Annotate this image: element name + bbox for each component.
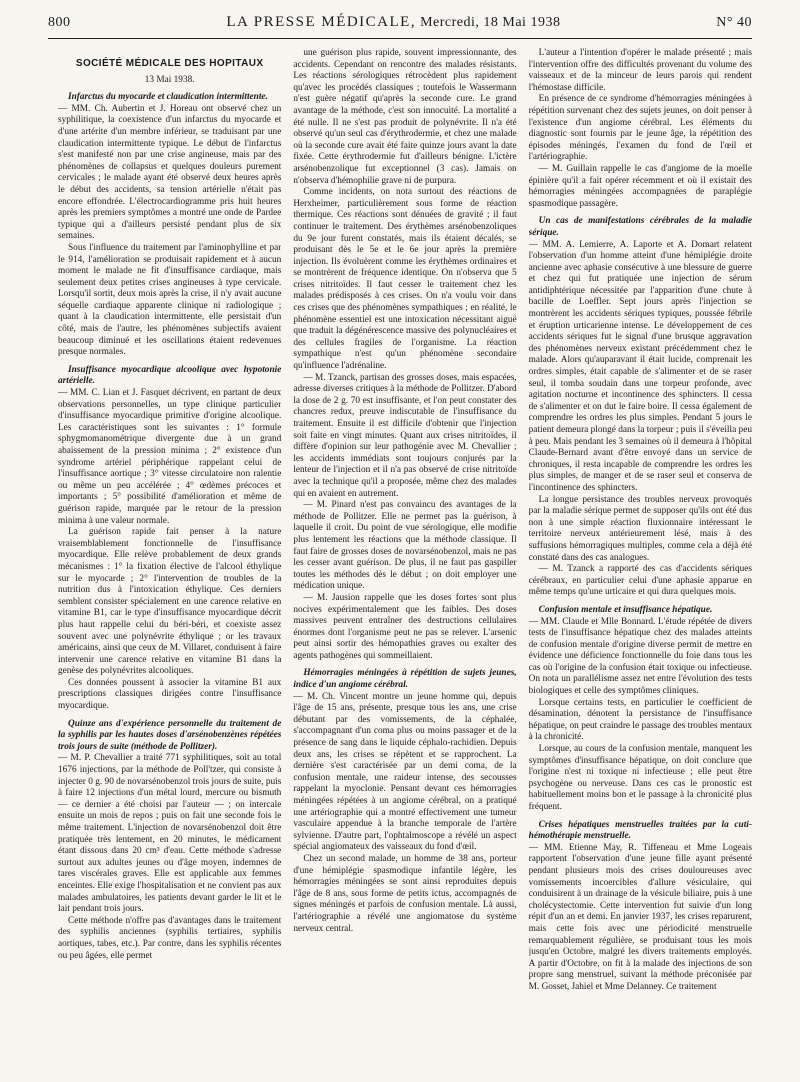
paragraph: — M. Pinard n'est pas convaincu des avantages de la méthode de Pollitzer. Elle ne permet pas la guérison, à laquelle il croit. Du point de vue sérologique, elle modifie plus lentement les réactions que la méthode classique. Il faut faire de grosses doses de novarsénobenzol, mais ne pas les cesser avant guérison. De plus, il ne faut pas gaspiller toutes les méthodes dès le début ; on doit employer une médication unique. xyxy=(293,500,517,592)
article-heading: Infarctus du myocarde et claudication intermittente. xyxy=(68,92,268,103)
article-heading: Insuffisance myocardique alcoolique avec hypotonie artérielle. xyxy=(58,364,282,387)
paragraph: — MM. C. Lian et J. Fasquet décrivent, en partant de deux observations personnelles, un type clinique particulier d'insuffisance myocardique primitive d'origine alcoolique. Les caractéristiques sont les suivantes : 1° formule sphygmomanométrique divergente due à un grand abaissement de la pression minima ; 2° existence d'un syndrome artériel périphérique rappelant celui de l'insuffisance aortique ; 3° vitesse circulatoire non ralentie ou même un peu accélérée ; 4° œdèmes précoces et importants ; 5° possibilité d'amélioration et même de guérison rapide, marquée par le retour de la pression minima à une valeur normale. xyxy=(58,388,282,526)
paragraph: Chez un second malade, un homme de 38 ans, porteur d'une hémiplégie spasmodique infantile légère, les hémorragies méningées se sont ainsi reproduites depuis l'âge de 8 ans, sous forme de petits ictus, accompagnés de signes méningés et parfois de confusion mentale. Là aussi, l'artériographie a révélé une angiomatose du système nerveux central. xyxy=(293,853,517,934)
paragraph: — MM. Ch. Aubertin et J. Horeau ont observé chez un syphilitique, la coexistence d'un infarctus du myocarde et d'une artérite d'un membre inférieur, se traduisant par une claudication intermittente typique. Le début de l'infarctus s'est manifesté non par une crise angineuse, mais par des phénomènes de collapsus et quelques douleurs purement cervicales ; le malade ayant été observé deux heures après le début des accidents, sa tension artérielle n'était pas encore effondrée. L'électrocardiogramme pris huit heures après les premiers symptômes a montré une onde de Pardee typique qui a d'ailleurs persisté pendant plus de six semaines. xyxy=(58,103,282,242)
paragraph: Ces données poussent à associer la vitamine B1 aux prescriptions classiques dirigées contre l'insuffisance myocardique. xyxy=(58,677,282,712)
journal-title: LA PRESSE MÉDICALE, xyxy=(226,14,417,30)
column-2 xyxy=(293,48,516,1076)
paragraph: Comme incidents, on nota surtout des réactions de Herxheimer, particulièrement sous forme de réaction thermique. Ces réactions sont dénuées de gravité ; il faut continuer le traitement. Des érythèmes arsénobenzoliques du 9e jour furent constatés, mais ils étaient décalés, se produisant dès le 5e et le 6e jour après la première injection. Ils évoluèrent comme les érythèmes ordinaires et se montrèrent de fréquence identique. On n'observa que 5 crises nitritoïdes. Il faut cesser le traitement chez les malades prédisposés à ces crises. On n'a voulu voir dans ces crises que des phénomènes sympathiques ; en réalité, le phénomène essentiel est une intoxication nécessitant aiguë que traduit la dégénérescence massive des polynucléaires et des cellules fragiles de l'organisme. La réaction sympathique n'est qu'un phénomène secondaire qu'influence l'adrénaline. xyxy=(293,187,517,372)
article-heading: Confusion mentale et insuffisance hépatique. xyxy=(538,604,713,615)
paragraph: — M. Tzanck, partisan des grosses doses, mais espacées, adresse diverses critiques à la méthode de Pollitzer. D'abord la dose de 2 g. 70 est insuffisante, et l'on peut constater des chancres redux, preuve indiscutable de l'insuffisance du traitement. Ensuite il est difficile d'obtenir que l'injection soit faite en vingt minutes. Quant aux crises nitritoïdes, il diffère d'opinion sur leur pathogénie avec M. Chevallier ; les accidents immédiats sont toujours conjurés par la lenteur de l'injection et il n'a pas observé de crise nitritoïde avec la technique qu'il a proposée, même chez des malades qui en avaient en autrement. xyxy=(293,372,517,499)
page-number: 800 xyxy=(48,15,71,30)
paragraph: Cette méthode n'offre pas d'avantages dans le traitement des syphilis anciennes (syphilis tertiaires, syphilis aortiques, tabes, etc.). Par contre, dans les syphilis récentes ou peu âgées, elle permet xyxy=(58,915,282,961)
section-title: SOCIÉTÉ MÉDICALE DES HOPITAUX xyxy=(75,58,264,69)
paragraph: La longue persistance des troubles nerveux provoqués par la maladie sérique permet de supposer qu'ils ont été dus non à une simple réaction fluxionnaire intéressant le territoire nerveux antérieurement lésé, mais à des suffusions hémorragiques multiples, comme cela a déjà été constaté dans des cas analogues. xyxy=(528,494,752,563)
paragraph: — MM. Claude et Mlle Bonnard. L'étude répétée de divers tests de l'insuffisance hépatique chez des malades atteints de confusion mentale d'origine diverse permit de mettre en évidence une déficience fonctionnelle du foie dans tous les cas où l'origine de la confusion était toxique ou infectieuse. On nota un parallélisme assez net entre l'évolution des tests biologiques et celle des symptômes cliniques. xyxy=(528,616,752,697)
article-heading: Quinze ans d'expérience personnelle du traitement de la syphilis par les hautes doses d'arsénobenzènes répétées trois jours de suite (méthode de Pollitzer). xyxy=(58,718,282,752)
paragraph: — MM. A. Lemierre, A. Laporte et A. Domart relatent l'observation d'un homme atteint d'une hémiplégie droite ancienne avec aphasie consécutive à une blessure de guerre et chez qui fut pratiquée une injection de sérum antidiphtérique nécessitée par l'apparition d'une chute à bacille de Loeffler. Sept jours après l'injection se montrèrent les accidents sériques typiques, poussée fébrile et éruption urticarienne intense. Le développement de ces accidents sériques fut le signal d'une brusque aggravation des phénomènes nerveux existant précédemment chez le malade. Alors qu'auparavant il était lucide, comprenait les ordres simples, était capable de s'alimenter et de se raser seul, il tomba soudain dans une torpeur profonde, avec agitation nocturne et incontinence des sphincters. Il cessa de s'alimenter et on dut le faire boire. Il cessa également de comprendre les ordres les plus simples. Pendant 5 jours le patient demeura plongé dans la torpeur ; puis il s'éveilla peu à peu. Mais pendant les 3 semaines où il demeura à l'hôpital Claude-Bernard avant d'être envoyé dans un service de chroniques, il resta incapable de comprendre les ordres les plus simples, de manger et de se raser seul et conserva de l'incontinence des sphincters. xyxy=(528,239,752,493)
column-3 xyxy=(529,48,752,1076)
paragraph: — M. Jausion rappelle que les doses fortes sont plus nocives expérimentalement que les faibles. Des doses massives peuvent entraîner des destructions cellulaires énormes dont l'organisme peut ne pas se relever. L'arsenic peut ainsi sortir des hémopathies graves ou exalter des agents pathogènes qui sommeillaient. xyxy=(293,592,517,661)
page-header xyxy=(48,14,752,36)
paragraph: La guérison rapide fait penser à la nature vraisemblablement fonctionnelle de l'insuffisance myocardique. Elle relève probablement de deux grands mécanismes : 1° la fixation élective de l'alcool éthylique sur le myocarde ; 2° l'intervention de troubles de la nutrition dus à l'intoxication éthylique. Ces derniers semblent consister spécialement en une carence relative en vitamine B1, car le type d'insuffisance myocardique décrit plus haut rappelle celui du béri-béri, et coexiste assez souvent avec une polynévrite éthylique ; or les travaux américains, ainsi que ceux de M. Villaret, conduisent à faire intervenir une carence relative en vitamine B1 dans la genèse des polynévrites alcooliques. xyxy=(58,527,282,677)
journal-line xyxy=(226,14,560,31)
article-heading: Un cas de manifestations cérébrales de la maladie sérique. xyxy=(528,216,752,238)
paragraph: Lorsque, au cours de la confusion mentale, manquent les symptômes d'insuffisance hépatique, on doit conclure que l'origine n'est ni toxique ni infectieuse ; elle peut être psychogène ou nerveuse. Dans ces cas le pronostic est habituellement moins bon et le passage à la chronicité plus fréquent. xyxy=(528,744,752,812)
issue-date: Mercredi, 18 Mai 1938 xyxy=(420,15,561,30)
article-columns xyxy=(58,48,752,1076)
paragraph: Sous l'influence du traitement par l'aminophylline et par le 914, l'amélioration se produisait rapidement et à aucun moment le malade ne fit d'insuffisance cardiaque, mais seulement deux petites crises angineuses à type cervicale. Lorsqu'il sortit, deux mois après la crise, il n'y avait aucune séquelle cardiaque apparente clinique ni radiologique ; quant à la claudication intermittente, elle persistait d'un côté, mais de l'autre, les phénomènes subjectifs avaient beaucoup diminué et les oscillations étaient redevenues presque normales. xyxy=(58,242,282,358)
paragraph: une guérison plus rapide, souvent impressionnante, des accidents. Cependant on rencontre des malades résistants. Les réactions sérologiques rétrocèdent plus rapidement qu'avec les procédés classiques ; toutefois le Wassermann n'est guère négatif qu'après la seconde cure. Le grand avantage de la méthode, c'est son innocuité. La mortalité a été nulle. Il ne s'est pas produit de polynévrite. Il n'a été observé qu'un seul cas d'érythrodermie, et chez une malade où la seconde cure avait été faite quinze jours avant la date fixée. Cette érythrodermie fut d'ailleurs bénigne. L'ictère arsénobenzolique fut exceptionnel (3 cas). Jamais on n'observa d'hémophilie grave ni de purpura. xyxy=(293,48,517,186)
session-date: 13 Mai 1938. xyxy=(144,74,195,85)
paragraph: — M. Tzanck a rapporté des cas d'accidents sériques cérébraux, en particulier celui d'une aphasie apparue en même temps qu'une urticaire et qui dura quelques mois. xyxy=(528,564,752,598)
paragraph: — M. Ch. Vincent montre un jeune homme qui, depuis l'âge de 15 ans, présente, presque tous les ans, une crise débutant par des vomissements, de la céphalée, s'accompagnant d'un coma plus ou moins passager et de la présence de sang dans le liquide céphalo-rachidien. Depuis deux ans, les crises se répètent et se rapprochent. La dernière s'est caractérisée par un demi coma, de la confusion mentale, une raideur intense, des secousses rappelant la myoclonie. Pensant devant ces hémorragies méningées répétées à un angiome cérébral, on a pratiqué une artériographie qui a montré effectivement une tumeur vasculaire appendue à la branche temporale de l'artère sylvienne. D'autre part, l'ophtalmoscope a révélé un aspect spécial angiomateux des vaisseaux du fond d'œil. xyxy=(293,691,517,853)
article-heading: Hémorragies méningées à répétition de sujets jeunes, indice d'un angiome cérébral. xyxy=(293,668,517,691)
column-1 xyxy=(58,48,281,1076)
paragraph: — M. Guillain rappelle le cas d'angiome de la moelle épinière qu'il a fait opérer récemment et où il existait des hémorragies méningées accompagnées de paraplégie spasmodique passagère. xyxy=(528,163,752,209)
article-heading: Crises hépatiques menstruelles traitées par la cuti-hémothérapie menstruelle. xyxy=(528,819,752,842)
paragraph: Lorsque certains tests, en particulier le coefficient de désamination, dénotent la persistance de l'insuffisance hépatique, on peut craindre le passage des troubles mentaux à la chronicité. xyxy=(528,697,752,743)
paragraph: — M. P. Chevallier a traité 771 syphilitiques, soit au total 1676 injections, par la méthode de Poll'tzer, qui consiste à injecter 0 g. 90 de novarsénobenzol trois jours de suite, puis à faire 12 injections d'un métal lourd, mercure ou bismuth — ce dernier a été choisi par l'auteur — ; on intercale ensuite un mois de repos ; puis on fait une seconde fois le même traitement. L'injection de novarsénobenzol doit être pratiquée très lentement, en 20 minutes, le médicament étant dissous dans 20 cm³ d'eau. Cette méthode s'adresse surtout aux adultes jeunes ou d'âge moyen, indemnes de tares viscérales graves. Elle est applicable aux femmes enceintes. Elle exige l'hospitalisation et ne convient pas aux malades ambulatoires, les patients devant garder le lit et le lait pendant trois jours. xyxy=(58,753,282,915)
paragraph: — MM. Etienne May, R. Tiffeneau et Mme Logeais rapportent l'observation d'une jeune fille ayant présenté pendant plusieurs mois des crises douloureuses avec vomissements incoercibles d'allure vésiculaire, qui conduisirent à un drainage de la vésicule biliaire, puis à une cholécystectomie. Cette intervention fut suivie d'un long répit d'un an et demi. En janvier 1937, les crises reparurent, mais cette fois avec une périodicité menstruelle remarquablement régulière, se produisant tous les mois jusqu'en Octobre, malgré les divers traitements employés. A partir d'Octobre, on fit à la malade des injections de son propre sang menstruel, suivant la méthode préconisée par M. Gosset, Jahiel et Mme Delanney. Ce traitement xyxy=(528,842,752,992)
issue-number: N° 40 xyxy=(716,15,752,30)
paragraph: En présence de ce syndrome d'hémorragies méningées à répétition survenant chez des sujets jeunes, on doit penser à l'existence d'un angiome cérébral. Les éléments du diagnostic sont fournis par le jeune âge, la répétition des épisodes méningés, l'examen du fond de l'œil et l'artériographie. xyxy=(528,94,752,163)
paragraph: L'auteur a l'intention d'opérer le malade présenté ; mais l'intervention offre des difficultés provenant du volume des vaisseaux et de la minceur de leurs parois qui rendent l'hémostase difficile. xyxy=(528,48,752,93)
header-rule xyxy=(48,38,752,39)
